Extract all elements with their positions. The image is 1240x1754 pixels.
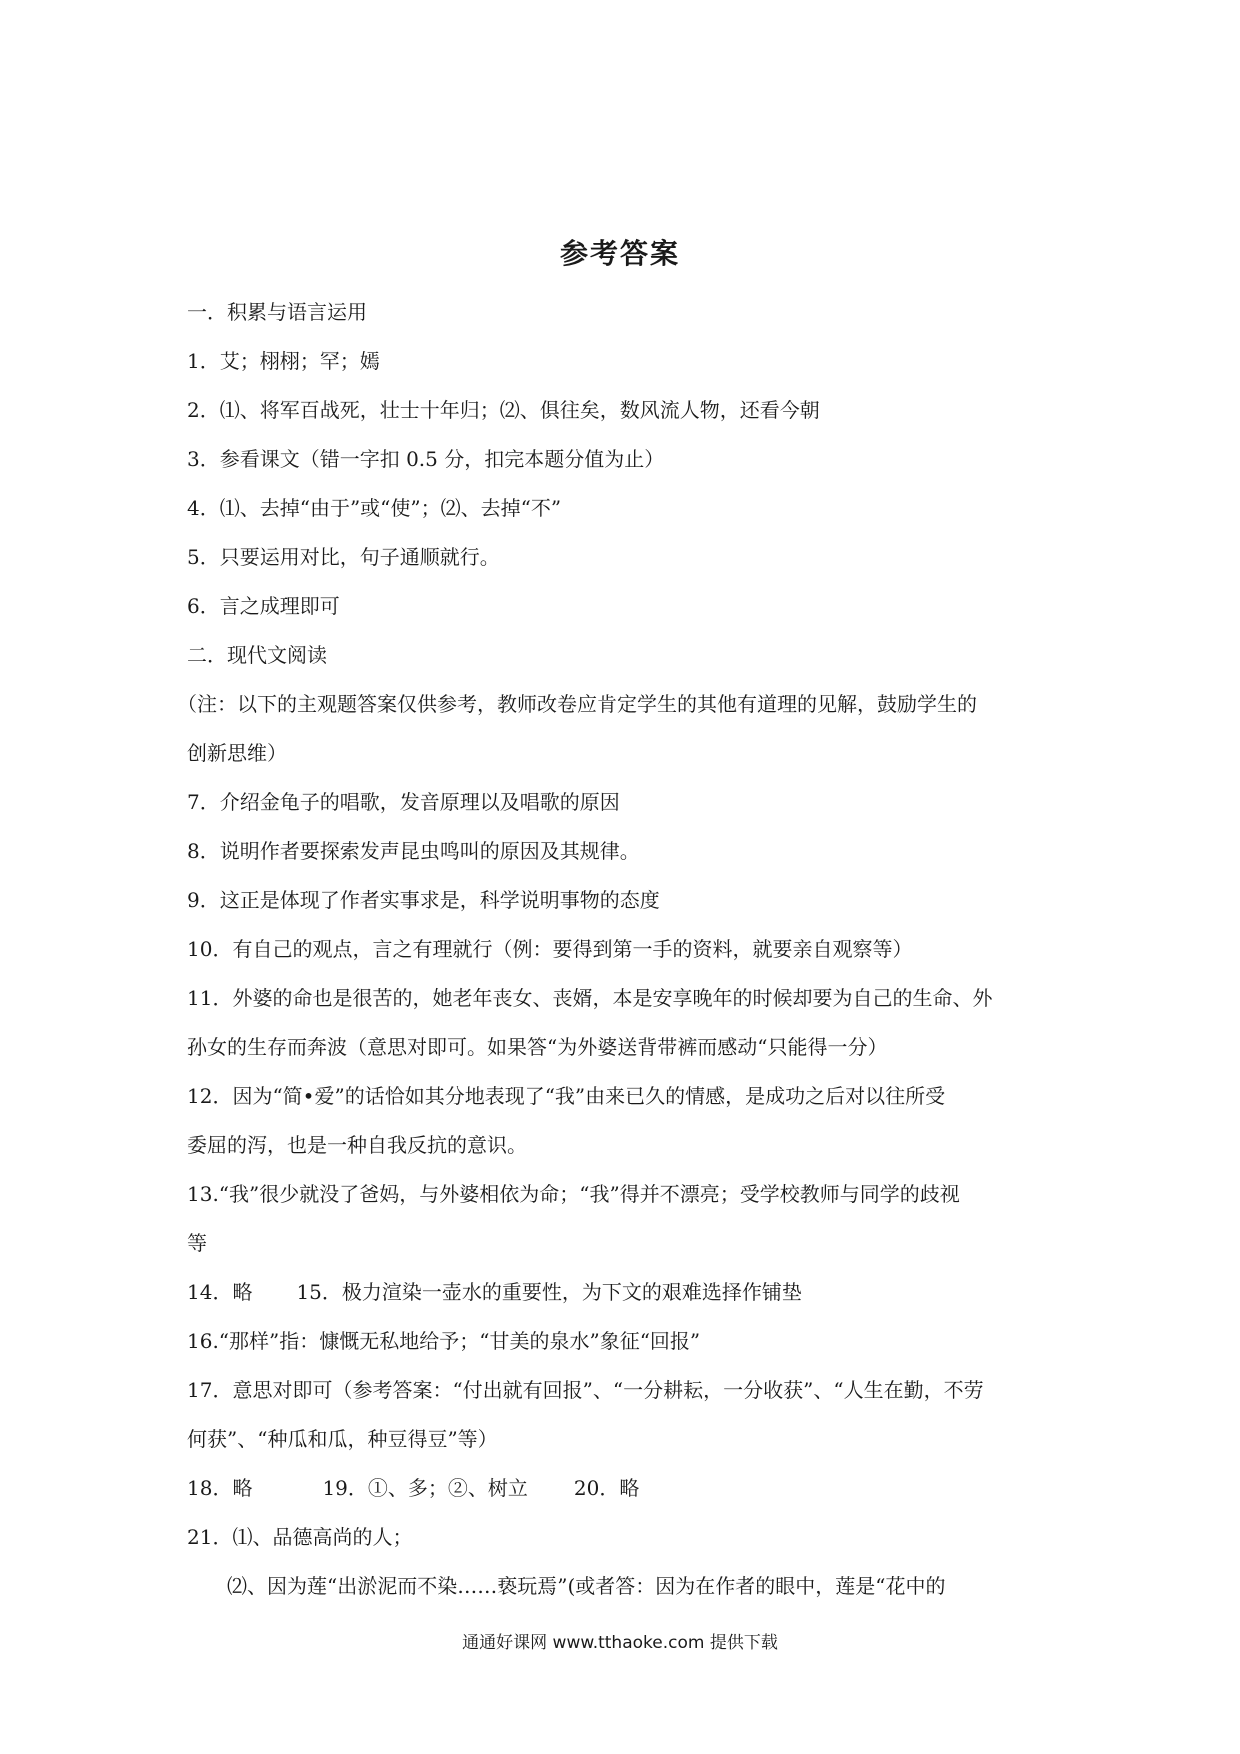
answer-line (187, 1268, 1067, 1317)
answer-line (187, 1464, 1067, 1513)
answer-line: 11．外婆的命也是很苦的，她老年丧女、丧婿，本是安享晚年的时候却要为自己的生命、外 (187, 986, 993, 1010)
answer-item: 20．略 (573, 1476, 640, 1500)
answer-line: 等 (187, 1231, 207, 1255)
page-title: 参考答案 (559, 237, 680, 270)
section-heading: 一．积累与语言运用 (187, 300, 367, 324)
answer-item: 14．略 (187, 1280, 253, 1304)
section-heading: 二．现代文阅读 (187, 643, 327, 667)
note-line: 创新思维） (187, 741, 287, 765)
answer-content (177, 288, 1067, 1611)
answer-line: 孙女的生存而奔波（意思对即可。如果答“为外婆送背带裤而感动“只能得一分） (187, 1035, 888, 1059)
answer-line: 1．艾；栩栩；罕；嫣 (187, 349, 380, 373)
answer-line: 2．⑴、将军百战死，壮士十年归；⑵、俱往矣，数风流人物，还看今朝 (187, 398, 820, 422)
answer-line: 13.“我”很少就没了爸妈，与外婆相依为命；“我”得并不漂亮；受学校教师与同学的歧视 (187, 1182, 960, 1206)
answer-line: 16.“那样”指：慷慨无私地给予；“甘美的泉水”象征“回报” (187, 1329, 701, 1353)
answer-item: 18．略 (187, 1476, 253, 1500)
answer-line: 17．意思对即可（参考答案：“付出就有回报”、“一分耕耘，一分收获”、“人生在勤，不劳 (187, 1378, 984, 1402)
answer-line: 10．有自己的观点，言之有理就行（例：要得到第一手的资料，就要亲自观察等） (187, 937, 913, 961)
answer-line: 8．说明作者要探索发声昆虫鸣叫的原因及其规律。 (187, 839, 640, 863)
footer-credit: 通通好课网 www.tthaoke.com 提供下载 (462, 1633, 778, 1653)
answer-line: 3．参看课文（错一字扣 0.5 分，扣完本题分值为止） (187, 447, 665, 471)
answer-line: 6．言之成理即可 (187, 594, 340, 618)
note-line: （注：以下的主观题答案仅供参考，教师改卷应肯定学生的其他有道理的见解，鼓励学生的 (177, 692, 977, 716)
answer-line: 9．这正是体现了作者实事求是，科学说明事物的态度 (187, 888, 660, 912)
answer-line: 21．⑴、品德高尚的人； (187, 1525, 413, 1549)
answer-line: ⑵、因为莲“出淤泥而不染……亵玩焉”(或者答：因为在作者的眼中，莲是“花中的 (227, 1574, 946, 1598)
answer-item: 19．①、多；②、树立 (322, 1476, 528, 1500)
answer-item: 15．极力渲染一壶水的重要性，为下文的艰难选择作铺垫 (296, 1280, 802, 1304)
answer-line: 委屈的泻，也是一种自我反抗的意识。 (187, 1133, 527, 1157)
answer-line: 何获”、“种瓜和瓜，种豆得豆”等） (187, 1427, 498, 1451)
answer-line: 12．因为“简•爱”的话恰如其分地表现了“我”由来已久的情感，是成功之后对以往所受 (187, 1084, 946, 1108)
answer-line: 5．只要运用对比，句子通顺就行。 (187, 545, 500, 569)
answer-line: 4．⑴、去掉“由于”或“使”；⑵、去掉“不” (187, 496, 562, 520)
answer-line: 7．介绍金龟子的唱歌，发音原理以及唱歌的原因 (187, 790, 620, 814)
